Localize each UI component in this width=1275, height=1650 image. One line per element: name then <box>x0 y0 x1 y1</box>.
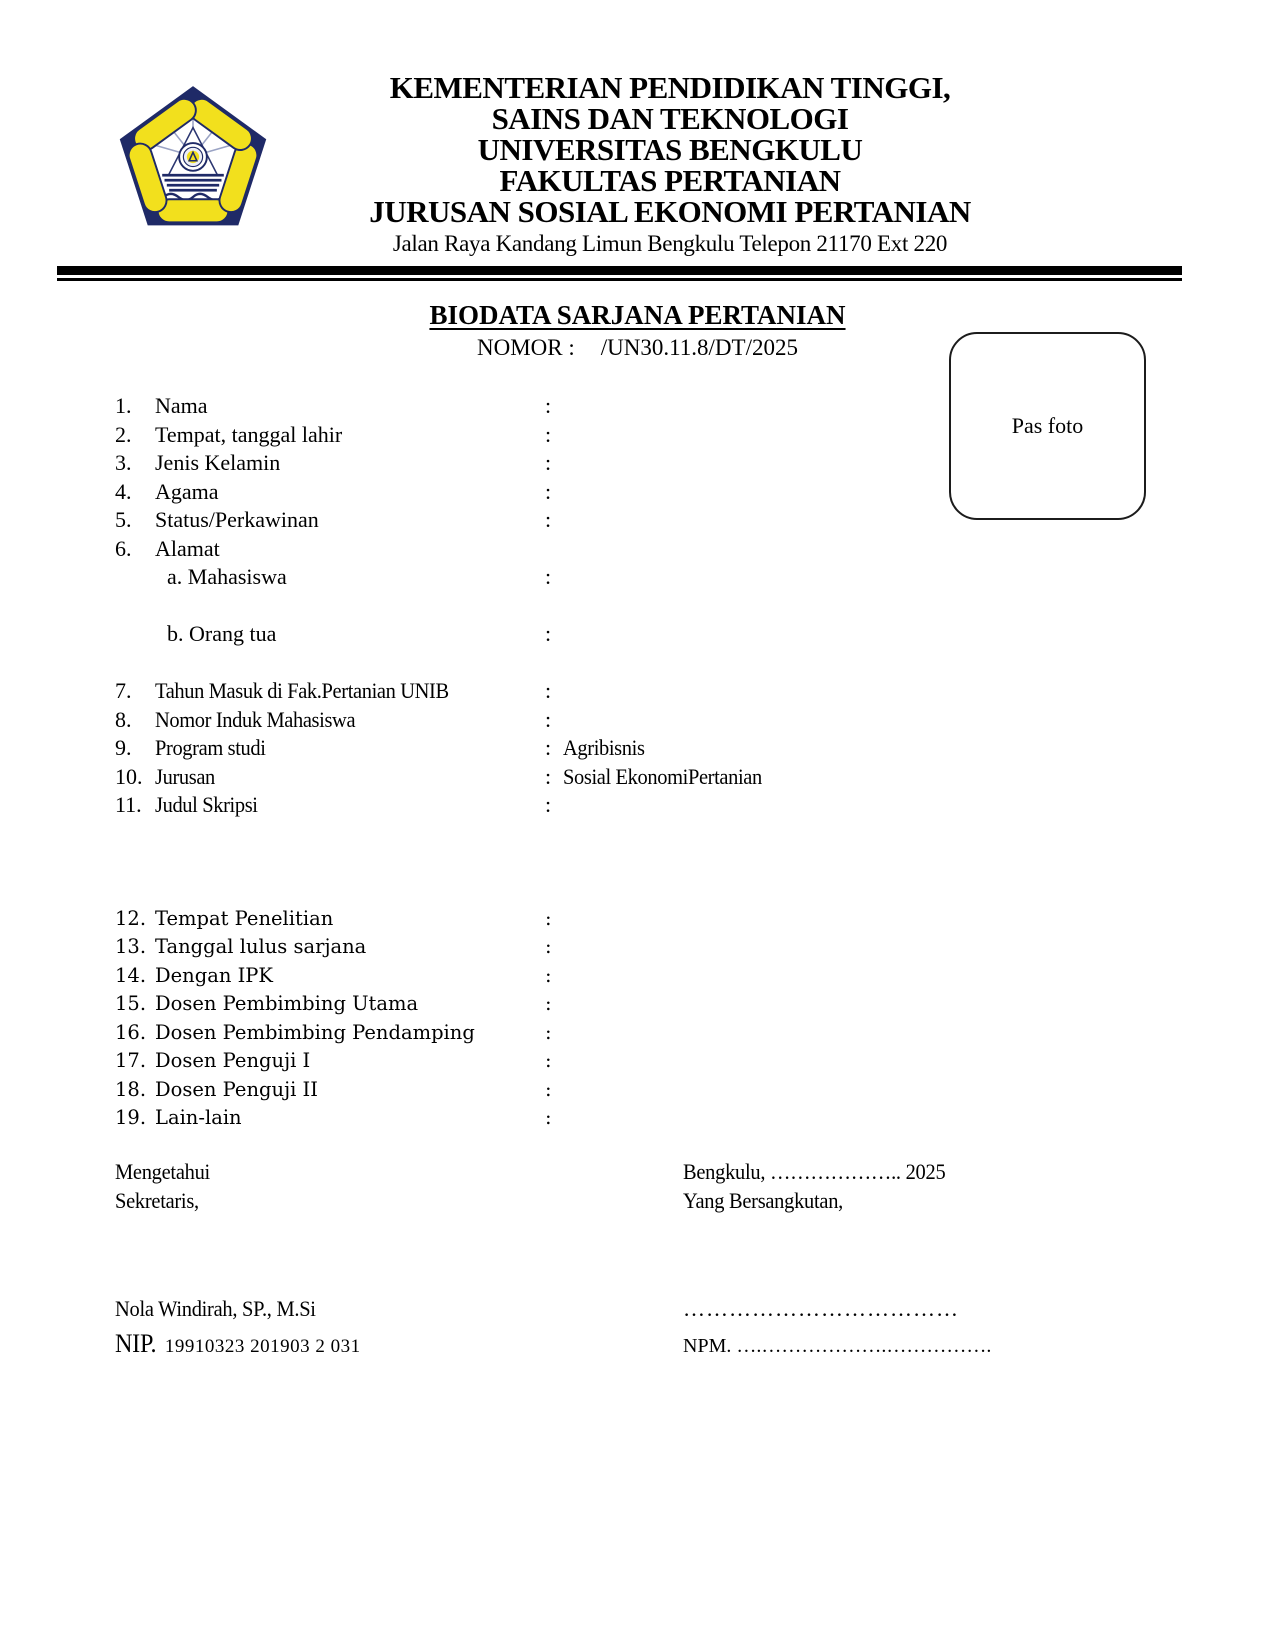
item-number: 1. <box>115 393 132 418</box>
document-title-text: BIODATA SARJANA PERTANIAN <box>429 300 846 330</box>
signature-left-identity <box>115 1295 361 1361</box>
signature-right-roles <box>683 1158 965 1215</box>
form-row-lain-lain <box>115 1104 1125 1133</box>
item-label: Agama <box>155 478 219 504</box>
item-label: Tahun Masuk di Fak.Pertanian UNIB <box>155 678 449 703</box>
item-colon: : <box>545 735 552 760</box>
item-colon: : <box>545 478 552 504</box>
form-row-alamat <box>115 535 1125 564</box>
item-label: Dosen Penguji II <box>155 1077 318 1101</box>
letterhead <box>250 72 1090 257</box>
item-number: 3. <box>115 450 132 475</box>
pas-foto-label: Pas foto <box>1011 413 1084 438</box>
item-number: 11. <box>115 792 142 817</box>
item-number <box>115 620 155 649</box>
universitas-bengkulu-logo-icon <box>116 80 270 240</box>
item-number: 17. <box>115 1049 147 1072</box>
university-name: UNIVERSITAS BENGKULU <box>477 132 863 167</box>
item-number: 14. <box>115 963 147 987</box>
item-colon: : <box>545 1106 552 1129</box>
ministry-line-2: SAINS DAN TEKNOLOGI <box>491 101 849 136</box>
item-colon: : <box>545 564 552 589</box>
form-row-dosen-pembimbing-pendamping <box>115 1019 1125 1048</box>
item-label: Program studi <box>155 735 266 760</box>
item-number: 10. <box>115 763 143 789</box>
form-row-judul-skripsi <box>115 791 1125 820</box>
item-colon: : <box>545 1020 552 1044</box>
form-row-tahun-masuk <box>115 677 1125 706</box>
item-label: a. Mahasiswa <box>167 564 287 589</box>
item-colon: : <box>545 935 552 958</box>
letterhead-divider <box>57 266 1182 281</box>
item-number: 4. <box>115 478 132 504</box>
divider-thin-line <box>57 278 1182 281</box>
form-row-jurusan <box>115 763 1125 792</box>
item-colon: : <box>545 393 552 418</box>
form-row-dosen-pembimbing-utama <box>115 990 1125 1019</box>
biodata-form <box>115 392 1125 1133</box>
item-colon: : <box>545 507 552 532</box>
item-value: Agribisnis <box>563 735 645 760</box>
form-row-dengan-ipk <box>115 962 1125 991</box>
item-label: Nomor Induk Mahasiswa <box>155 706 356 732</box>
item-number <box>115 563 155 592</box>
faculty-name: FAKULTAS PERTANIAN <box>499 163 841 198</box>
npm-dotted-line: ….……………….……………. <box>736 1334 992 1357</box>
form-row-agama <box>115 478 1125 507</box>
form-row-dosen-penguji-2 <box>115 1076 1125 1105</box>
form-row-alamat-orang-tua <box>115 620 1125 649</box>
nip-value: 19910323 201903 2 031 <box>164 1335 361 1357</box>
item-colon: : <box>545 992 552 1015</box>
signature-left-roles <box>115 1158 217 1215</box>
item-number: 6. <box>115 535 132 561</box>
item-label: Dosen Penguji I <box>155 1049 311 1072</box>
item-colon: : <box>545 421 552 447</box>
form-row-dosen-penguji-1 <box>115 1047 1125 1076</box>
secretary-name: Nola Windirah, SP., M.Si <box>115 1296 316 1321</box>
item-number: 8. <box>115 706 132 732</box>
item-number: 16. <box>115 1020 147 1044</box>
student-name-dotted-line: ……………………………… <box>683 1296 959 1321</box>
item-number: 7. <box>115 678 132 703</box>
sekretaris-label: Sekretaris, <box>115 1187 199 1213</box>
yang-bersangkutan-label: Yang Bersangkutan, <box>683 1187 843 1213</box>
department-name: JURUSAN SOSIAL EKONOMI PERTANIAN <box>369 194 971 229</box>
item-number: 2. <box>115 421 132 447</box>
item-colon: : <box>545 621 552 646</box>
item-label: Lain-lain <box>155 1106 242 1129</box>
item-number: 18. <box>115 1077 147 1101</box>
item-label: Alamat <box>155 535 220 561</box>
item-colon: : <box>545 763 552 789</box>
item-label: Dengan IPK <box>155 963 273 987</box>
nomor-value: /UN30.11.8/DT/2025 <box>600 335 798 360</box>
item-colon: : <box>545 1077 552 1101</box>
item-colon: : <box>545 678 552 703</box>
item-number: 19. <box>115 1106 147 1129</box>
form-row-alamat-mahasiswa <box>115 563 1125 592</box>
place-date-line: Bengkulu, ……………….. 2025 <box>683 1159 946 1184</box>
form-row-tempat-tanggal-lahir <box>115 421 1125 450</box>
item-number: 5. <box>115 507 132 532</box>
item-colon: : <box>545 792 552 817</box>
item-label: Dosen Pembimbing Pendamping <box>155 1020 475 1044</box>
item-label: b. Orang tua <box>167 621 277 646</box>
item-label: Judul Skripsi <box>155 792 258 817</box>
item-colon: : <box>545 963 552 987</box>
mengetahui-label: Mengetahui <box>115 1159 210 1184</box>
item-number: 12. <box>115 906 147 930</box>
form-row-program-studi <box>115 734 1125 763</box>
item-label: Jenis Kelamin <box>155 450 281 475</box>
item-label: Tempat Penelitian <box>155 906 334 930</box>
item-label: Status/Perkawinan <box>155 507 319 532</box>
form-row-nomor-induk <box>115 706 1125 735</box>
item-colon: : <box>545 706 552 732</box>
npm-label: NPM. <box>683 1334 732 1357</box>
form-row-tempat-penelitian <box>115 905 1125 934</box>
item-number: 9. <box>115 735 132 760</box>
item-number: 15. <box>115 992 147 1015</box>
item-label: Jurusan <box>155 763 215 789</box>
form-row-tanggal-lulus <box>115 933 1125 962</box>
item-colon: : <box>545 1049 552 1072</box>
item-label: Tempat, tanggal lahir <box>155 421 343 447</box>
letterhead-address: Jalan Raya Kandang Limun Bengkulu Telepon 21170 Ext 220 <box>392 231 948 256</box>
form-row-jenis-kelamin <box>115 449 1125 478</box>
signature-right-identity <box>683 1295 991 1360</box>
form-row-status-perkawinan <box>115 506 1125 535</box>
item-colon: : <box>545 450 552 475</box>
divider-thick-line <box>57 266 1182 275</box>
document-title <box>0 300 1275 331</box>
item-label: Tanggal lulus sarjana <box>155 935 367 958</box>
ministry-line-1: KEMENTERIAN PENDIDIKAN TINGGI, <box>389 70 951 105</box>
nomor-label: NOMOR : <box>477 335 575 360</box>
item-colon: : <box>545 906 552 930</box>
form-row-nama <box>115 392 1125 421</box>
nip-label: NIP. <box>115 1328 157 1358</box>
item-label: Nama <box>155 393 208 418</box>
item-value: Sosial EkonomiPertanian <box>563 763 762 789</box>
item-label: Dosen Pembimbing Utama <box>155 992 419 1015</box>
item-number: 13. <box>115 935 147 958</box>
